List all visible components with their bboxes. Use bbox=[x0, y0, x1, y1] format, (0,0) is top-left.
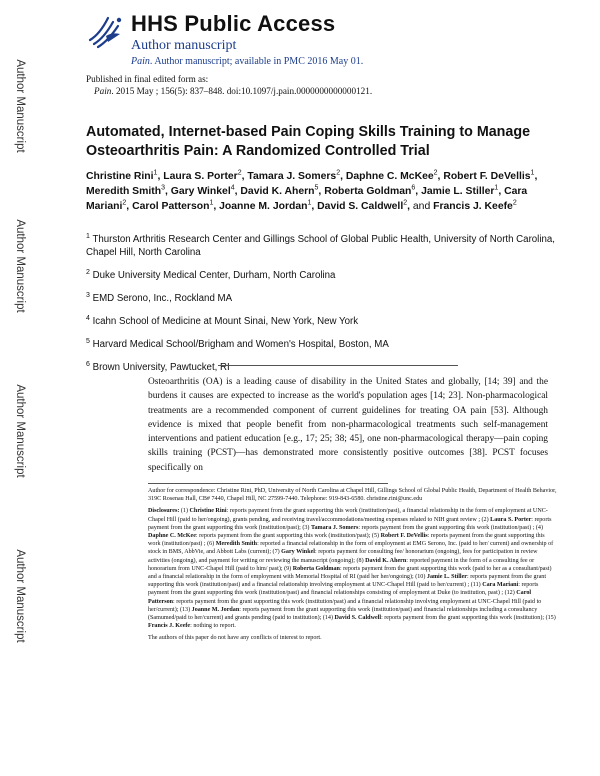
published-label: Published in final edited form as: bbox=[86, 74, 209, 84]
affiliation-text: EMD Serono, Inc., Rockland MA bbox=[92, 293, 233, 304]
disclosure-text: : reports payment from the grant supporting this work (institution/past) and financial relationships including a consultancy (Samumed/paid to her/current) and grants pending (paid to institution); (14) bbox=[148, 606, 538, 622]
author-affiliation-number: 1 bbox=[153, 169, 158, 177]
disclosure-text: : reports payment from the grant supporting this work (institution/past); (3) bbox=[148, 516, 552, 531]
body-paragraph: Osteoarthritis (OA) is a leading cause of disability in the United States and globally, [14; 39] and the burdens it causes are expected to increase as the world's population ages [14; 23]. Non-pharmacological treatments are a recommended component of current guidelines for treating OA pain [53]. Although evidence is mixed that people benefit from non-pharmacological treatments such self-management interventions and patient education [e.g., 17; 25; 38; 45], one non-pharmacological therapy—pain coping skills training (PCST)—has demonstrated more consistently positive outcomes [38]. PCST focuses specifically on bbox=[148, 377, 548, 473]
author-affiliation-number: 1 bbox=[530, 169, 535, 177]
disclosure-author: Gary Winkel bbox=[281, 549, 315, 556]
disclosure-text: : reports payment from the grant supporting this work (institution/past) and a financial relationship involving employment at UNC-Chapel Hill (paid to her/current) ; (11) bbox=[148, 574, 547, 589]
hhs-eagle-logo-icon bbox=[86, 10, 124, 50]
author-affiliation-number: 2 bbox=[237, 169, 242, 177]
author-name: Daphne C. McKee bbox=[345, 171, 434, 182]
disclosure-author: Cara Mariani bbox=[482, 582, 519, 589]
author-name: Jamie L. Stiller bbox=[421, 186, 495, 197]
disclosure-text: : reports payment from the grant supporting this work (institution/past) and financial relationships consisting of employment at Duke (to institution, past) ; (12) bbox=[148, 582, 539, 597]
disclosures-note bbox=[148, 507, 558, 630]
author-affiliation-number: 3 bbox=[161, 184, 165, 192]
disclosures-label: Disclosures: bbox=[148, 508, 180, 515]
disclosure-text: : reports payment from the grant supporting this work (institution/past) ; (4) bbox=[358, 524, 543, 531]
author-manuscript-label: Author manuscript bbox=[131, 38, 237, 53]
affiliation-number: 2 bbox=[86, 268, 90, 276]
footnotes bbox=[148, 487, 558, 647]
disclosure-author: Tamara J. Somers bbox=[310, 524, 359, 531]
author-name: Christine Rini bbox=[86, 171, 154, 182]
disclosure-text: : reports payment from the grant supporting this work (institution/past) and a financial relationship involving employment at UNC-Chapel Hill (paid to her/current); (13) bbox=[148, 598, 542, 613]
author-name: Tamara J. Somers bbox=[247, 171, 337, 182]
author-name: Robert F. DeVellis bbox=[443, 171, 531, 182]
citation-journal: Pain bbox=[94, 86, 112, 96]
author-affiliation-number: 5 bbox=[314, 184, 319, 192]
citation-text: . 2015 May ; 156(5): 837–848. doi:10.1097/j.pain.0000000000000121. bbox=[111, 86, 373, 96]
side-label-author-manuscript: Author Manuscript bbox=[14, 219, 26, 313]
disclosure-author: Carol Patterson bbox=[148, 590, 532, 605]
availability-text: . Author manuscript; available in PMC 2016 May 01. bbox=[149, 56, 364, 67]
disclosure-author: David S. Caldwell bbox=[334, 615, 382, 622]
author-affiliation-number: 2 bbox=[403, 199, 408, 207]
author-name: Gary Winkel bbox=[170, 186, 231, 197]
section-divider bbox=[218, 365, 458, 366]
published-info bbox=[86, 73, 372, 97]
author-name: Cara Mariani bbox=[86, 186, 528, 212]
disclosure-author: Joanne M. Jordan bbox=[191, 606, 240, 613]
disclosure-author: Robert F. DeVellis bbox=[380, 533, 428, 540]
author-affiliation-number: 2 bbox=[122, 199, 127, 207]
disclosure-author: Francis J. Keefe bbox=[148, 623, 191, 630]
author-affiliation-number: 4 bbox=[230, 184, 235, 192]
disclosure-text: : nothing to report. bbox=[190, 623, 236, 630]
affiliation-number: 5 bbox=[86, 337, 90, 345]
affiliation bbox=[86, 233, 566, 259]
author-and: and bbox=[412, 201, 431, 212]
affiliation-text: Duke University Medical Center, Durham, North Carolina bbox=[92, 270, 336, 281]
affiliation bbox=[86, 361, 566, 374]
hhs-header bbox=[86, 10, 506, 72]
disclosure-author: Christine Rini bbox=[189, 508, 227, 515]
author-affiliation-number: 1 bbox=[209, 199, 214, 207]
author-list: Christine Rini$^1$, Laura S. Porter$^2$, Tamara J. Somers$^2$, Daphne C. McKee$^2$, Robert F. DeVellis$^1$, Meredith Smith$^3$, Gary Winkel$^4$, David K. Ahern$^5$, Roberta Goldman$^6$, Jamie L. Stiller$^1$, Cara Mariani$^2$, Carol Patterson$^1$, Joanne M. Jordan$^1$, David S. Caldwell$^2$, and Francis J. Keefe$^2$ bbox=[86, 169, 538, 212]
side-margin bbox=[0, 0, 40, 776]
author-affiliation-number: 1 bbox=[494, 184, 499, 192]
affiliation bbox=[86, 269, 566, 282]
affiliation-number: 1 bbox=[86, 232, 90, 240]
citation bbox=[86, 85, 372, 97]
disclosure-author: Daphne C. McKee bbox=[148, 533, 196, 540]
affiliation-text: Icahn School of Medicine at Mount Sinai, New York, New York bbox=[92, 316, 359, 327]
disclosure-prefix: (1) bbox=[179, 508, 190, 515]
author-name: Joanne M. Jordan bbox=[219, 201, 308, 212]
affiliation-text: Brown University, Pawtucket, RI bbox=[92, 362, 230, 373]
footnote-divider bbox=[148, 483, 388, 484]
conflicts-note: The authors of this paper do not have any conflicts of interest to report. bbox=[148, 635, 322, 642]
correspondence-note: Author for correspondence: Christine Rini, PhD, University of North Carolina at Chapel Hill, Gillings School of Global Public Health, Department of Health Behavior, 319C Rosenau Hall, CB# 7440, Chapel Hill, NC 27599-7440. Telephone: 919-843-6580. christine.rini@unc.edu bbox=[148, 488, 557, 503]
author-name: Laura S. Porter bbox=[163, 171, 238, 182]
author-name: Carol Patterson bbox=[132, 201, 210, 212]
side-label-author-manuscript: Author Manuscript bbox=[14, 384, 26, 478]
affiliation-number: 4 bbox=[86, 314, 90, 322]
journal-name: Pain bbox=[131, 56, 150, 67]
author-name: Meredith Smith bbox=[86, 186, 162, 197]
author-affiliation-number: 2 bbox=[512, 199, 517, 207]
availability-line bbox=[131, 56, 363, 67]
author-affiliation-number: 2 bbox=[433, 169, 438, 177]
disclosure-text: : reports payment from the grant supporting this work (paid to her as a consultant/past) and a financial relationship in the form of employment with Memorial Hospital of RI (paid her her/ongoing); (10) bbox=[148, 565, 552, 581]
disclosure-text: : reported payment in the form of a consulting fee or honorarium from UNC-Chapel Hill (paid to him/ past); (9) bbox=[148, 557, 535, 572]
disclosure-author: Roberta Goldman bbox=[292, 565, 340, 572]
author-affiliation-number: 6 bbox=[411, 184, 416, 192]
affiliation-list bbox=[86, 233, 566, 384]
disclosure-text: : reports payment from the grant supporting this work (institution/past); (5) bbox=[195, 533, 381, 540]
disclosure-text: : reported a financial relationship in the form of employment at EMG Serono, Inc. (paid to her/ current) and ownership of stock in BMS, AbbVie, and Abbott Labs (current); (7) bbox=[148, 541, 554, 556]
author-name: Francis J. Keefe bbox=[433, 201, 513, 212]
disclosure-text: : reports payment from the grant supporting this work (institution); (15) bbox=[381, 615, 556, 622]
affiliation bbox=[86, 315, 566, 328]
affiliation-text: Thurston Arthritis Research Center and Gillings School of Global Public Health, University of North Carolina, Chapel Hill, North Carolina bbox=[86, 234, 555, 258]
disclosure-author: Laura S. Porter bbox=[490, 516, 532, 523]
disclosure-text: : reports payment for consulting fee/ honorarium (ongoing), fees for participation in review activities (ongoing), and payment for writing or reviewing the manuscript (ongoing); (8) bbox=[148, 549, 538, 564]
side-label-author-manuscript: Author Manuscript bbox=[14, 59, 26, 153]
disclosure-text: : reports payment from the grant supporting this work (institution/past) ; (6) bbox=[148, 533, 545, 548]
affiliation-number: 6 bbox=[86, 360, 90, 368]
affiliation bbox=[86, 292, 566, 305]
author-name: David K. Ahern bbox=[240, 186, 315, 197]
disclosure-author: David K. Ahern bbox=[365, 557, 407, 564]
disclosure-text: : reports payment from the grant supporting this work (institution/past), a financial relationship in the form of employment at UNC-Chapel Hill (paid to her/ongoing), grants pending, and receiving travel/accommodations/meeting expenses related to NIH grant review ; (2) bbox=[148, 508, 548, 523]
article-title: Automated, Internet-based Pain Coping Skills Training to Manage Osteoarthritis Pain: A Randomized Controlled Trial bbox=[86, 124, 531, 159]
author-affiliation-number: 1 bbox=[307, 199, 312, 207]
author-name: David S. Caldwell bbox=[317, 201, 404, 212]
author-affiliation-number: 2 bbox=[336, 169, 341, 177]
side-label-author-manuscript: Author Manuscript bbox=[14, 549, 26, 643]
affiliation-text: Harvard Medical School/Brigham and Women's Hospital, Boston, MA bbox=[92, 339, 389, 350]
disclosure-author: Meredith Smith bbox=[215, 541, 258, 548]
affiliation-number: 3 bbox=[86, 291, 90, 299]
disclosure-author: Jamie L. Stiller bbox=[426, 574, 467, 581]
author-name: Roberta Goldman bbox=[324, 186, 412, 197]
hhs-public-access-title: HHS Public Access bbox=[131, 11, 336, 36]
affiliation bbox=[86, 338, 566, 351]
